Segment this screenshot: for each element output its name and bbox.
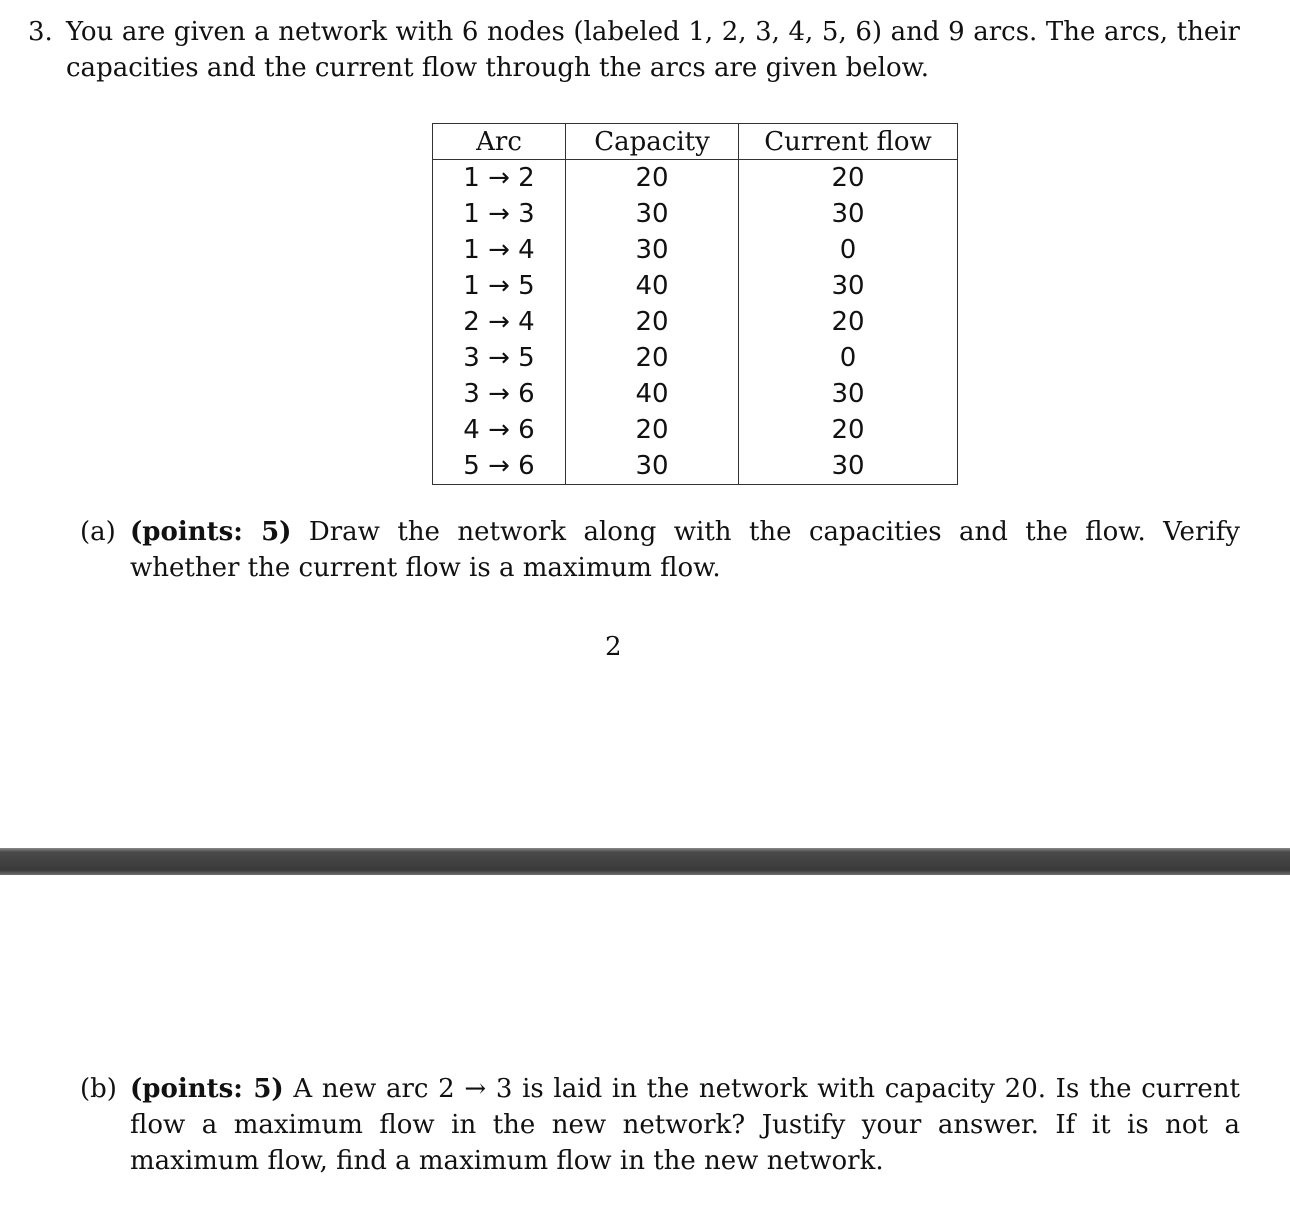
flow-cell: 20: [739, 160, 958, 197]
arc-table: [432, 123, 958, 485]
table-row: [433, 376, 958, 412]
arc-cell: 1 → 3: [433, 196, 566, 232]
capacity-cell: 20: [566, 160, 739, 197]
table-row: [433, 268, 958, 304]
page-divider: [0, 848, 1290, 875]
table-row: [433, 304, 958, 340]
problem-number: 3.: [28, 17, 53, 47]
flow-cell: 30: [739, 268, 958, 304]
arc-cell: 4 → 6: [433, 412, 566, 448]
table-row: [433, 412, 958, 448]
table-row: [433, 196, 958, 232]
part-a-label: (a): [80, 517, 116, 547]
table-row: [433, 232, 958, 268]
flow-cell: 20: [739, 304, 958, 340]
arc-cell: 1 → 5: [433, 268, 566, 304]
problem-statement: You are given a network with 6 nodes (labeled 1, 2, 3, 4, 5, 6) and 9 arcs. The arcs, their capacities and the current flow through the arcs are given below.: [66, 17, 1240, 83]
capacity-cell: 30: [566, 448, 739, 485]
flow-cell: 20: [739, 412, 958, 448]
part-b-points: (points: 5): [130, 1074, 284, 1104]
flow-cell: 30: [739, 376, 958, 412]
page-number: 2: [605, 632, 622, 662]
flow-cell: 0: [739, 232, 958, 268]
table-row: [433, 340, 958, 376]
capacity-cell: 20: [566, 340, 739, 376]
capacity-cell: 20: [566, 304, 739, 340]
arc-cell: 3 → 6: [433, 376, 566, 412]
part-a-text: [130, 514, 1240, 586]
part-b-text: [130, 1071, 1240, 1179]
capacity-cell: 30: [566, 232, 739, 268]
capacity-cell: 40: [566, 376, 739, 412]
flow-cell: 30: [739, 196, 958, 232]
part-a-question: Draw the network along with the capacities and the flow. Verify whether the current flow is a maximum flow.: [130, 517, 1240, 583]
arc-cell: 1 → 4: [433, 232, 566, 268]
part-a-points: (points: 5): [130, 517, 292, 547]
part-b-label: (b): [80, 1074, 117, 1104]
flow-cell: 0: [739, 340, 958, 376]
capacity-cell: 40: [566, 268, 739, 304]
header-capacity: Capacity: [566, 124, 739, 160]
table-row: [433, 448, 958, 485]
capacity-cell: 30: [566, 196, 739, 232]
header-current-flow: Current flow: [739, 124, 958, 160]
capacity-cell: 20: [566, 412, 739, 448]
arc-cell: 5 → 6: [433, 448, 566, 485]
arc-cell: 2 → 4: [433, 304, 566, 340]
table-row: [433, 160, 958, 197]
header-arc: Arc: [433, 124, 566, 160]
arc-cell: 3 → 5: [433, 340, 566, 376]
flow-cell: 30: [739, 448, 958, 485]
table-header-row: [433, 124, 958, 160]
arc-cell: 1 → 2: [433, 160, 566, 197]
part-b-question: A new arc 2 → 3 is laid in the network with capacity 20. Is the current flow a maximum flow in the new network? Justify your answer. If it is not a maximum flow, find a maximum flow in the new network.: [130, 1074, 1241, 1176]
